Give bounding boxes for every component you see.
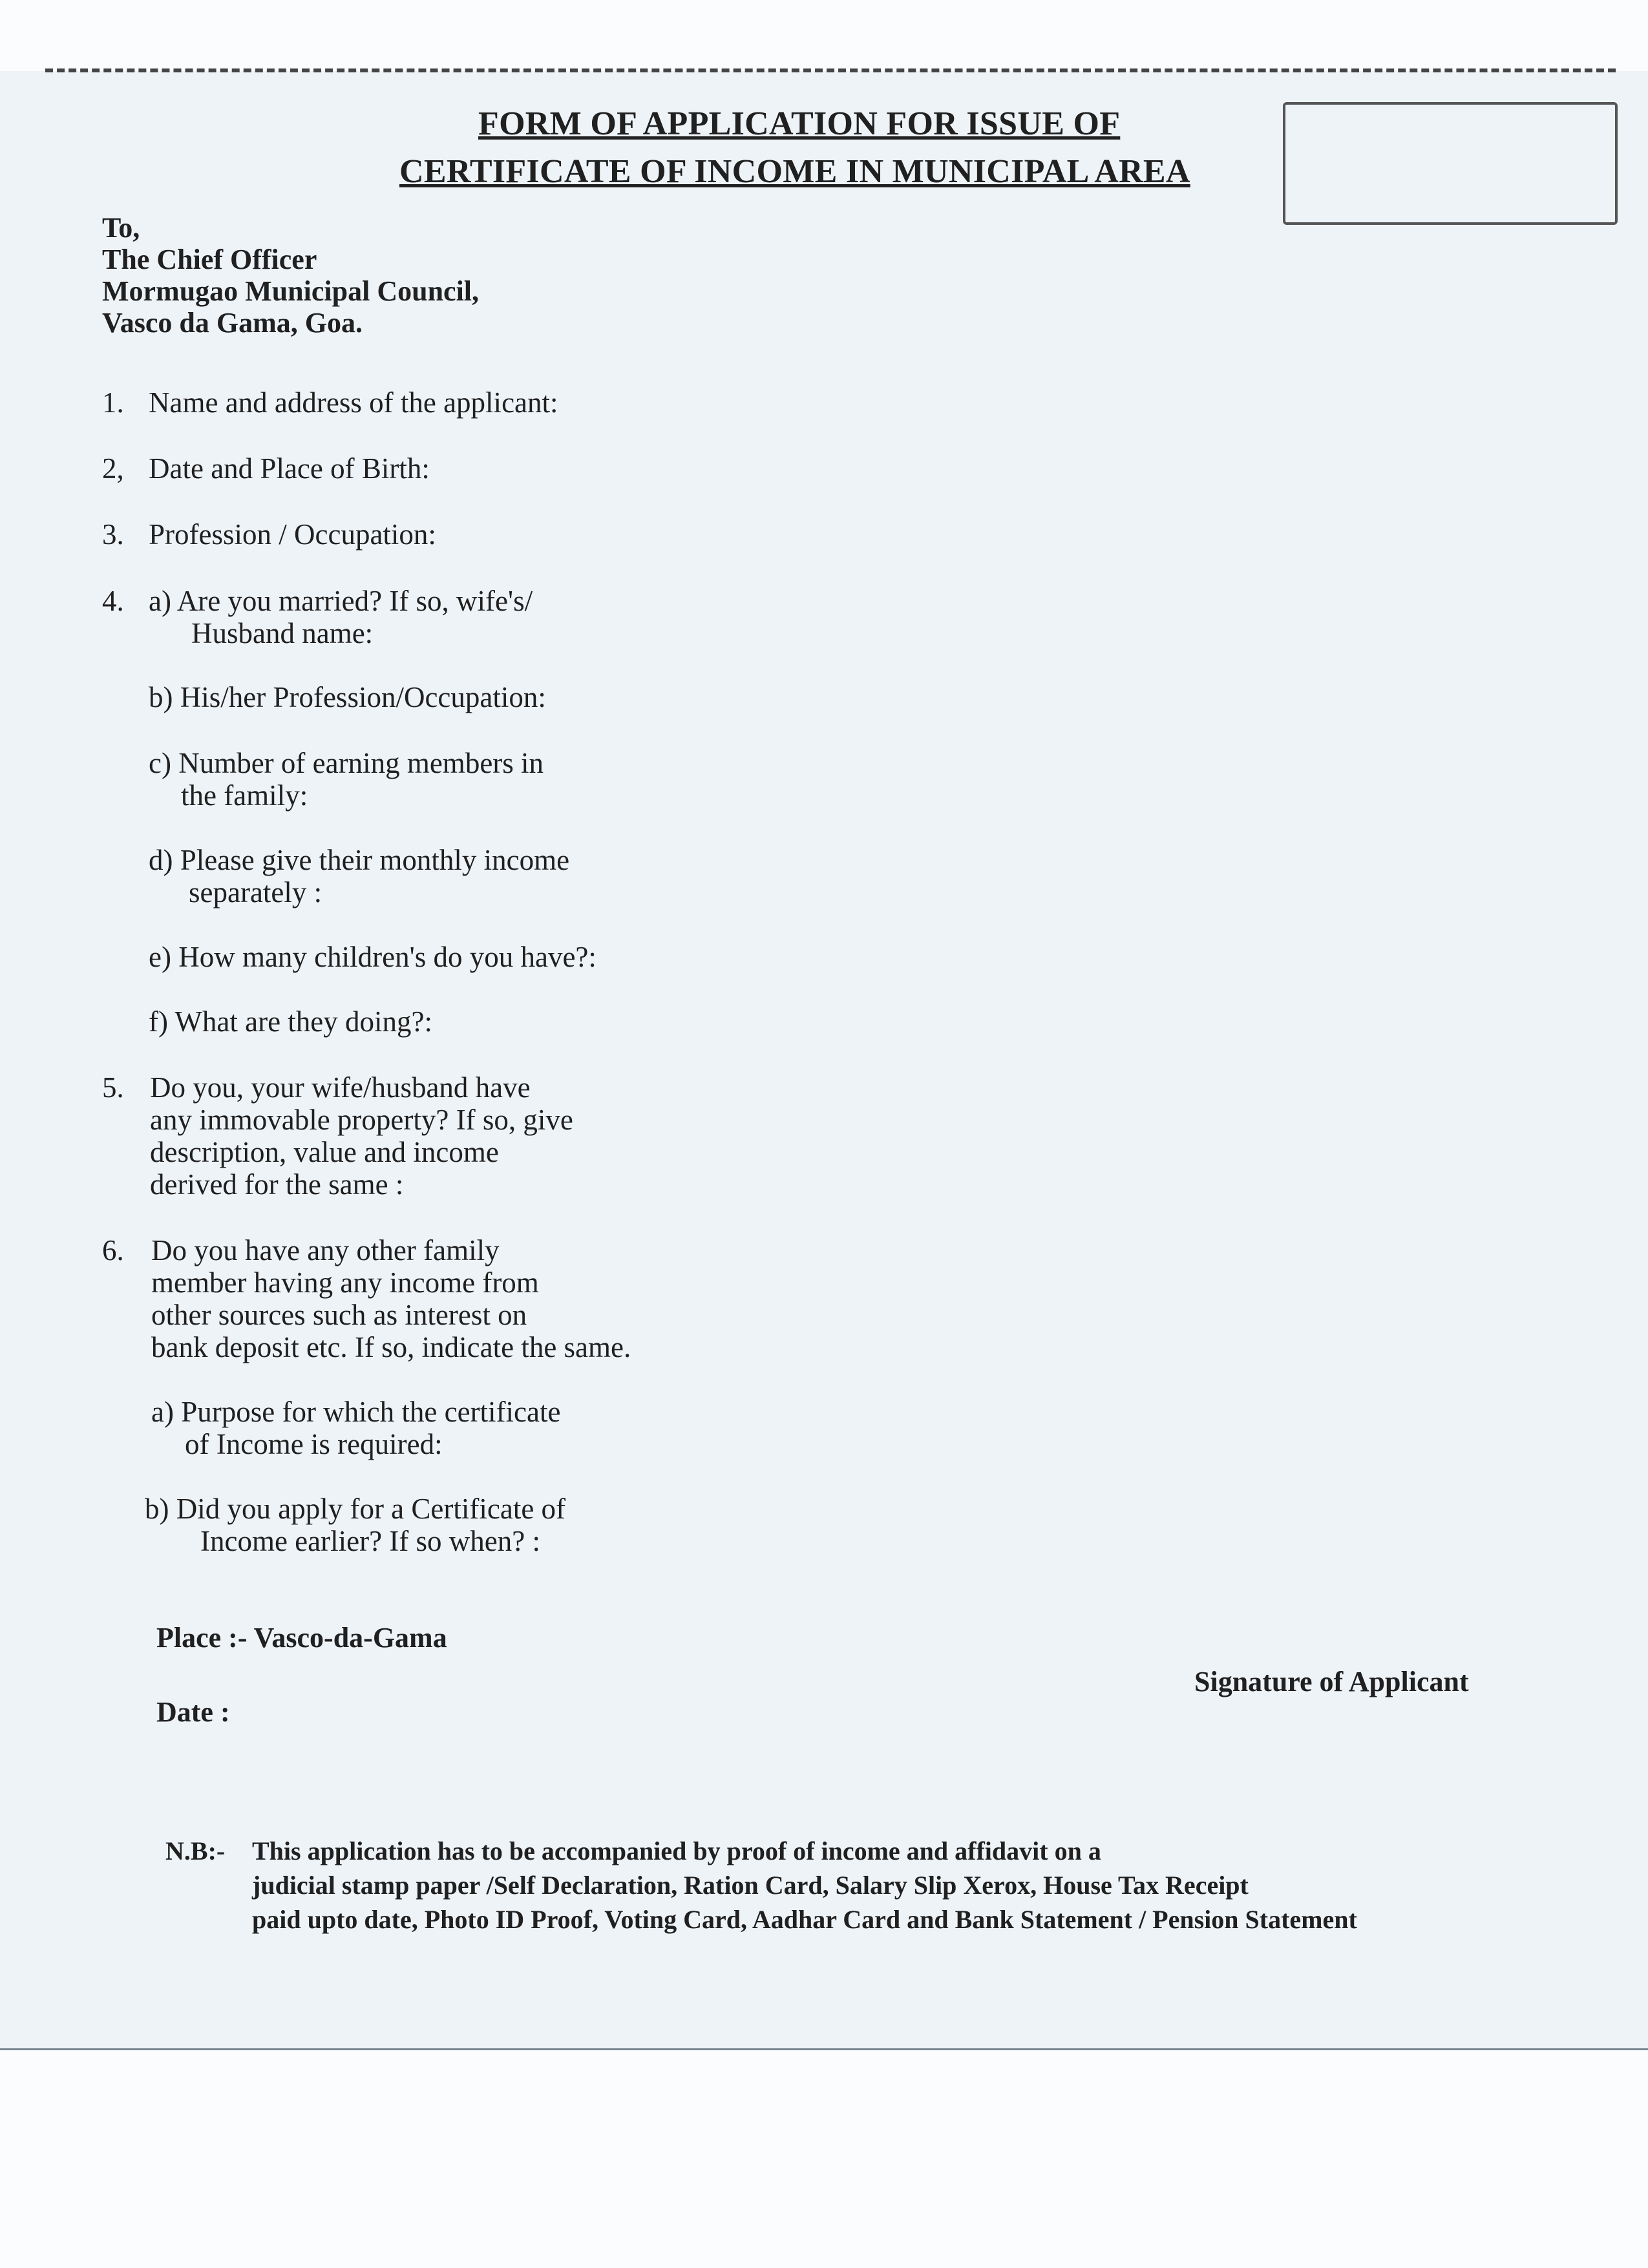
question-text-line-1: d) Please give their monthly income bbox=[149, 844, 570, 876]
question-text: Name and address of the applicant: bbox=[149, 386, 558, 419]
question-number: 5. bbox=[102, 1071, 124, 1104]
question-text: f) What are they doing?: bbox=[149, 1005, 432, 1038]
question-number: 1. bbox=[102, 386, 124, 419]
page-bottom-edge bbox=[0, 2048, 1648, 2050]
question-text-line-1: Do you have any other family bbox=[151, 1234, 500, 1266]
place-label: Place :- Vasco-da-Gama bbox=[156, 1622, 447, 1654]
note-line-2: judicial stamp paper /Self Declaration, Ration Card, Salary Slip Xerox, House Tax Receipt bbox=[252, 1871, 1249, 1900]
question-text-line-4: derived for the same : bbox=[150, 1168, 404, 1201]
question-text-line-3: other sources such as interest on bbox=[151, 1299, 527, 1331]
question-text-line-2: member having any income from bbox=[151, 1266, 539, 1299]
addressee-city: Vasco da Gama, Goa. bbox=[102, 307, 363, 339]
question-text: Date and Place of Birth: bbox=[149, 452, 430, 485]
question-text-line-2: any immovable property? If so, give bbox=[150, 1104, 573, 1136]
question-text-line-1: c) Number of earning members in bbox=[149, 747, 544, 779]
question-number: 2, bbox=[102, 452, 124, 485]
question-number: 4. bbox=[102, 585, 124, 617]
question-text-line-1: a) Are you married? If so, wife's/ bbox=[149, 585, 533, 617]
note-label: N.B:- bbox=[165, 1836, 226, 1865]
question-text-line-4: bank deposit etc. If so, indicate the same. bbox=[151, 1331, 631, 1363]
question-text-line-2: the family: bbox=[181, 779, 308, 812]
note-line-3: paid upto date, Photo ID Proof, Voting Card, Aadhar Card and Bank Statement / Pension Statement bbox=[252, 1905, 1357, 1934]
question-text-line-3: description, value and income bbox=[150, 1136, 499, 1168]
question-text-line-2: Husband name: bbox=[191, 617, 374, 649]
question-text: b) His/her Profession/Occupation: bbox=[149, 681, 546, 713]
signature-label: Signature of Applicant bbox=[1194, 1666, 1469, 1697]
question-text-line-2: of Income is required: bbox=[185, 1428, 443, 1460]
date-label: Date : bbox=[156, 1696, 230, 1728]
addressee-block bbox=[102, 212, 479, 339]
question-number: 6. bbox=[102, 1234, 124, 1266]
question-text-line-2: separately : bbox=[189, 876, 322, 908]
note-line-1: This application has to be accompanied by proof of income and affidavit on a bbox=[252, 1836, 1101, 1865]
question-text-line-1: b) Did you apply for a Certificate of bbox=[145, 1493, 566, 1525]
question-text: Profession / Occupation: bbox=[149, 518, 436, 551]
addressee-council: Mormugao Municipal Council, bbox=[102, 275, 480, 307]
question-number: 3. bbox=[102, 518, 124, 551]
office-use-box bbox=[1283, 102, 1618, 225]
perforation-dashed-line bbox=[45, 68, 1616, 72]
form-title-line-2: CERTIFICATE OF INCOME IN MUNICIPAL AREA bbox=[399, 153, 1190, 190]
question-text: e) How many children's do you have?: bbox=[149, 941, 597, 973]
addressee-officer: The Chief Officer bbox=[102, 244, 317, 275]
form-title-line-1: FORM OF APPLICATION FOR ISSUE OF bbox=[478, 105, 1121, 142]
addressee-to: To, bbox=[102, 212, 140, 244]
question-text-line-1: Do you, your wife/husband have bbox=[150, 1071, 531, 1104]
question-text-line-2: Income earlier? If so when? : bbox=[200, 1525, 540, 1557]
question-text-line-1: a) Purpose for which the certificate bbox=[151, 1396, 561, 1428]
page-background bbox=[0, 71, 1648, 2048]
